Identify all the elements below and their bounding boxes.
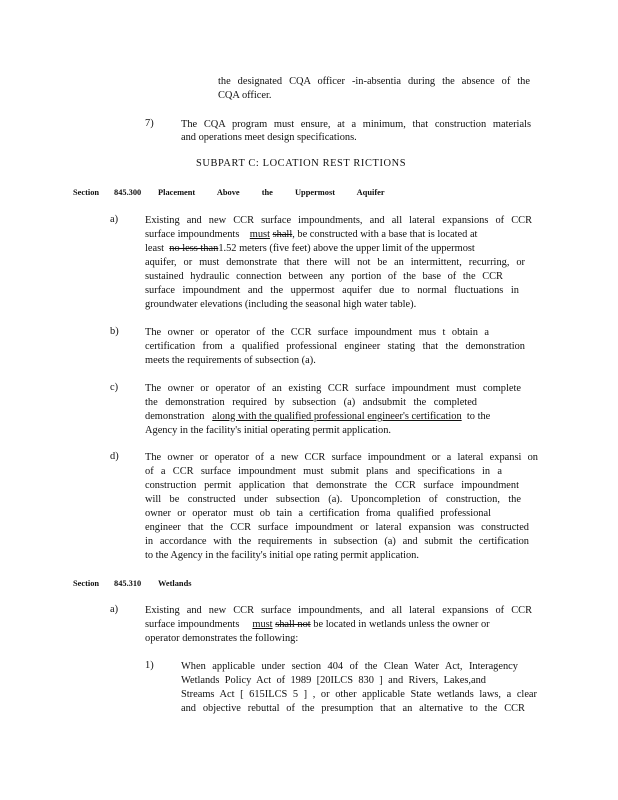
section-310-a-1-line-1: When applicable under section 404 of the Clean Water Act, Interagency [181, 661, 518, 672]
section-300-b-line-3: meets the requirements of subsection (a). [145, 355, 316, 366]
text-segment: be located in wetlands unless the owner or [313, 619, 490, 630]
inserted-text: along with the qualified professional engineer's certification [212, 411, 462, 422]
section-300-number: 845.300 [114, 188, 142, 197]
section-300-d-label: d) [110, 451, 119, 462]
section-310-number: 845.310 [114, 579, 142, 588]
section-300-c-line-4: Agency in the facility's initial operating permit application. [145, 425, 391, 436]
section-310-title: Wetlands [158, 579, 192, 588]
section-300-d-line-7: in accordance with the requirements in subsection (a) and submit the certification [145, 536, 529, 547]
section-300-a-line-1: Existing and new CCR surface impoundments, and all lateral expansions of CCR [145, 215, 532, 226]
section-310-a-1-label: 1) [145, 660, 154, 671]
section-300-d-line-6: engineer that the CCR surface impoundment or lateral expansion was constructed [145, 522, 529, 533]
section-300-a-line-7: groundwater elevations (including the seasonal high water table). [145, 299, 417, 310]
section-300-a-label: a) [110, 214, 119, 225]
intro-text: the designated CQA officer -in-absentia during the absence of the [218, 76, 530, 87]
intro-line-1 [218, 75, 530, 88]
section-300-b-line-1: The owner or operator of the CCR surface impoundment mus t obtain a [145, 327, 489, 338]
section-300-c-line-3 [145, 410, 490, 423]
section-300-c-line-1: The owner or operator of an existing CCR surface impoundment must complete [145, 383, 521, 394]
subpart-heading: SUBPART C: LOCATION REST RICTIONS [196, 158, 407, 169]
section-300-a-line-6: surface impoundment and the uppermost aquifer due to normal fluctuations in [145, 285, 519, 296]
section-300-c-line-2: the demonstration required by subsection (a) andsubmit the completed [145, 397, 477, 408]
section-310-a-1-line-3: Streams Act [ 615ILCS 5 ] , or other applicable State wetlands laws, a clear [181, 689, 537, 700]
section-300-a-line-4: aquifer, or must demonstrate that there will not be an intermittent, recurring, or [145, 257, 525, 268]
section-310-a-1-line-2: Wetlands Policy Act of 1989 [20ILCS 830 ] and Rivers, Lakes,and [181, 675, 486, 686]
section-300-b-line-2: certification from a qualified professional engineer stating that the demonstration [145, 341, 525, 352]
inserted-text: must [249, 229, 270, 240]
item-7-label: 7) [145, 118, 154, 129]
section-310-a-line-2 [145, 618, 490, 631]
deleted-text: shall not [275, 619, 311, 630]
text-segment: surface impoundments [145, 229, 240, 240]
section-300-word: Section [73, 188, 100, 197]
section-300-b-label: b) [110, 326, 119, 337]
text-segment: , be constructed with a base that is located at [292, 229, 478, 240]
section-300-d-line-1: The owner or operator of a new CCR surface impoundment or a lateral expansi on [145, 452, 538, 463]
section-300-title: Placement Above the Uppermost Aquifer [158, 188, 385, 197]
section-300-d-line-8: to the Agency in the facility's initial ope rating permit application. [145, 550, 419, 561]
section-300-d-line-3: construction permit application that demonstrate the CCR surface impoundment [145, 480, 519, 491]
deleted-text: no less than [169, 243, 219, 254]
text-segment: surface impoundments [145, 619, 240, 630]
section-300-c-label: c) [110, 382, 119, 393]
section-300-a-line-2 [145, 228, 477, 241]
item-7-line-2: and operations meet design specifications. [181, 132, 357, 143]
text-segment: demonstration [145, 411, 205, 422]
section-300-a-line-3 [145, 242, 475, 255]
section-310-word: Section [73, 579, 100, 588]
section-300-d-line-2: of a CCR surface impoundment must submit plans and specifications in a [145, 466, 502, 477]
section-310-a-1-line-4: and objective rebuttal of the presumption that an alternative to the CCR [181, 703, 525, 714]
intro-line-2: CQA officer. [218, 90, 272, 101]
text-segment: 1.52 meters (five feet) above the upper limit of the uppermost [218, 243, 475, 254]
deleted-text: shall [272, 229, 293, 240]
item-7-line-1: The CQA program must ensure, at a minimum, that construction materials [181, 119, 531, 130]
section-310-a-line-1: Existing and new CCR surface impoundments, and all lateral expansions of CCR [145, 605, 532, 616]
section-300-d-line-5: owner or operator must ob tain a certification froma qualified professional [145, 508, 491, 519]
section-300-a-line-5: sustained hydraulic connection between any portion of the base of the CCR [145, 271, 503, 282]
text-segment: least [145, 243, 165, 254]
inserted-text: must [252, 619, 273, 630]
section-300-d-line-4: will be constructed under subsection (a). Uponcompletion of construction, the [145, 494, 521, 505]
section-310-a-line-3: operator demonstrates the following: [145, 633, 299, 644]
text-segment: to the [466, 411, 491, 422]
section-310-a-label: a) [110, 604, 119, 615]
